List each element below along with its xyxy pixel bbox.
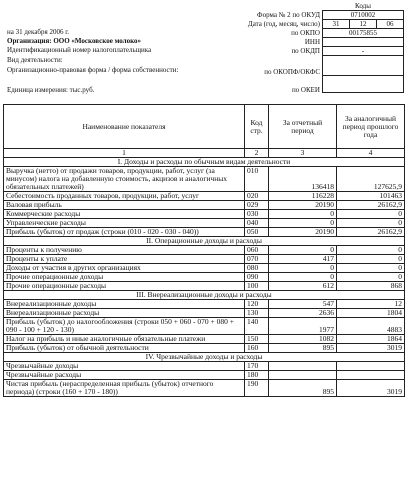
row-current: 0 [269, 210, 337, 219]
row-current: 612 [269, 282, 337, 291]
row-previous [337, 362, 405, 371]
row-previous: 4883 [337, 318, 405, 335]
row-code: 140 [245, 318, 269, 335]
row-current: 20190 [269, 228, 337, 237]
date-month: 12 [349, 20, 376, 29]
col-header-code: Код стр. [245, 105, 269, 149]
okpo-code: 00175855 [323, 29, 404, 38]
row-code: 100 [245, 282, 269, 291]
codes-box [322, 2, 404, 93]
table-body [4, 158, 405, 397]
row-code: 170 [245, 362, 269, 371]
row-current: 0 [269, 273, 337, 282]
section-title: I. Доходы и расходы по обычным видам деятельности [4, 158, 405, 167]
row-previous: 0 [337, 219, 405, 228]
units-label: Единица измерения: тыс.руб. [7, 86, 95, 94]
row-name: Прибыль (убыток) до налогообложения (строки 050 + 060 - 070 + 080 + 090 - 100 + 120 - 130) [4, 318, 245, 335]
col-header-name: Наименование показателя [4, 105, 245, 149]
row-name: Прочие операционные расходы [4, 282, 245, 291]
row-code: 130 [245, 309, 269, 318]
row-name: Налог на прибыль и иные аналогичные обязательные платежи [4, 335, 245, 344]
row-previous: 12 [337, 300, 405, 309]
organization-name: Организация: ООО «Московское молоко» [7, 37, 142, 45]
row-code: 080 [245, 264, 269, 273]
row-code: 050 [245, 228, 269, 237]
okei-code [323, 76, 404, 93]
row-name: Чрезвычайные доходы [4, 362, 245, 371]
col-number: 1 [4, 149, 245, 158]
row-current: 1082 [269, 335, 337, 344]
row-name: Проценты к получению [4, 246, 245, 255]
okopf-label: по ОКОПФ/ОКФС [264, 68, 320, 76]
row-previous: 1804 [337, 309, 405, 318]
row-name: Прочие операционные доходы [4, 273, 245, 282]
table-row [4, 318, 405, 335]
date-day: 06 [376, 20, 403, 29]
row-current: 0 [269, 219, 337, 228]
row-code: 190 [245, 380, 269, 397]
okdp-label: по ОКДП [291, 47, 320, 55]
row-current: 417 [269, 255, 337, 264]
row-name: Проценты к уплате [4, 255, 245, 264]
legal-form-label: Организационно-правовая форма / форма собственности: [7, 66, 179, 74]
row-code: 029 [245, 201, 269, 210]
date-year: 31 [323, 20, 350, 29]
row-code: 180 [245, 371, 269, 380]
section-title: IV. Чрезвычайные доходы и расходы [4, 353, 405, 362]
row-code: 060 [245, 246, 269, 255]
table-row [4, 192, 405, 201]
date-label: Дата (год, месяц, число) [247, 20, 320, 28]
row-current: 20190 [269, 201, 337, 210]
section-title: II. Операционные доходы и расходы [4, 237, 405, 246]
row-previous: 3019 [337, 380, 405, 397]
row-previous: 26162,9 [337, 228, 405, 237]
row-name: Чистая прибыль (нераспределенная прибыль (убыток) отчетного периода) (строки (160 + 170 - 180)) [4, 380, 245, 397]
row-code: 120 [245, 300, 269, 309]
row-previous: 0 [337, 255, 405, 264]
row-name: Себестоимость проданных товаров, продукции, работ, услуг [4, 192, 245, 201]
profit-loss-table [3, 104, 405, 397]
row-name: Прибыль (убыток) от обычной деятельности [4, 344, 245, 353]
row-name: Управленческие расходы [4, 219, 245, 228]
row-current [269, 362, 337, 371]
row-code: 030 [245, 210, 269, 219]
okei-label: по ОКЕИ [291, 86, 320, 94]
row-current: 547 [269, 300, 337, 309]
row-name: Внереализационные расходы [4, 309, 245, 318]
row-name: Коммерческие расходы [4, 210, 245, 219]
activity-label: Вид деятельности: [7, 56, 63, 64]
col-number: 2 [245, 149, 269, 158]
okdp-code: - [323, 47, 404, 56]
report-period: на 31 декабря 2006 г. [7, 28, 70, 36]
row-current: 0 [269, 264, 337, 273]
row-code: 090 [245, 273, 269, 282]
section-title: III. Внереализационные доходы и расходы [4, 291, 405, 300]
row-code: 070 [245, 255, 269, 264]
row-current: 895 [269, 344, 337, 353]
row-current: 116228 [269, 192, 337, 201]
okud-label: Форма № 2 по ОКУД [257, 11, 320, 19]
inn-code [323, 38, 404, 47]
row-name: Прибыль (убыток) от продаж (строки (010 - 020 - 030 - 040)) [4, 228, 245, 237]
row-name: Внереализационные доходы [4, 300, 245, 309]
row-previous: 0 [337, 264, 405, 273]
row-current: 2636 [269, 309, 337, 318]
row-name: Валовая прибыль [4, 201, 245, 210]
row-code: 010 [245, 167, 269, 192]
col-header-previous: За аналогичный период прошлого года [337, 105, 405, 149]
row-current: 136418 [269, 167, 337, 192]
row-current: 1977 [269, 318, 337, 335]
row-previous: 868 [337, 282, 405, 291]
okud-code: 0710002 [323, 11, 404, 20]
codes-title: Коды [323, 2, 404, 11]
row-code: 160 [245, 344, 269, 353]
row-current [269, 371, 337, 380]
col-number: 4 [337, 149, 405, 158]
row-previous: 1864 [337, 335, 405, 344]
row-code: 020 [245, 192, 269, 201]
row-previous: 0 [337, 210, 405, 219]
row-previous: 3019 [337, 344, 405, 353]
row-previous [337, 371, 405, 380]
row-previous: 26162,9 [337, 201, 405, 210]
inn-label: ИНН [304, 38, 320, 46]
row-previous: 101463 [337, 192, 405, 201]
row-code: 040 [245, 219, 269, 228]
row-code: 150 [245, 335, 269, 344]
row-previous: 127625,9 [337, 167, 405, 192]
col-header-current: За отчетный период [269, 105, 337, 149]
okpo-label: по ОКПО [291, 29, 320, 37]
table-row [4, 167, 405, 192]
table-row [4, 380, 405, 397]
row-current: 0 [269, 246, 337, 255]
row-name: Выручка (нетто) от продажи товаров, продукции, работ, услуг (за минусом) налога на добавленную стоимость, акцизов и аналогичных обязательных платежей) [4, 167, 245, 192]
row-name: Доходы от участия в других организациях [4, 264, 245, 273]
row-current: 895 [269, 380, 337, 397]
row-previous: 0 [337, 246, 405, 255]
okopf-code [323, 56, 404, 76]
row-name: Чрезвычайные расходы [4, 371, 245, 380]
col-number: 3 [269, 149, 337, 158]
inn-text: Идентификационный номер налогоплательщика [7, 46, 152, 54]
row-previous: 0 [337, 273, 405, 282]
